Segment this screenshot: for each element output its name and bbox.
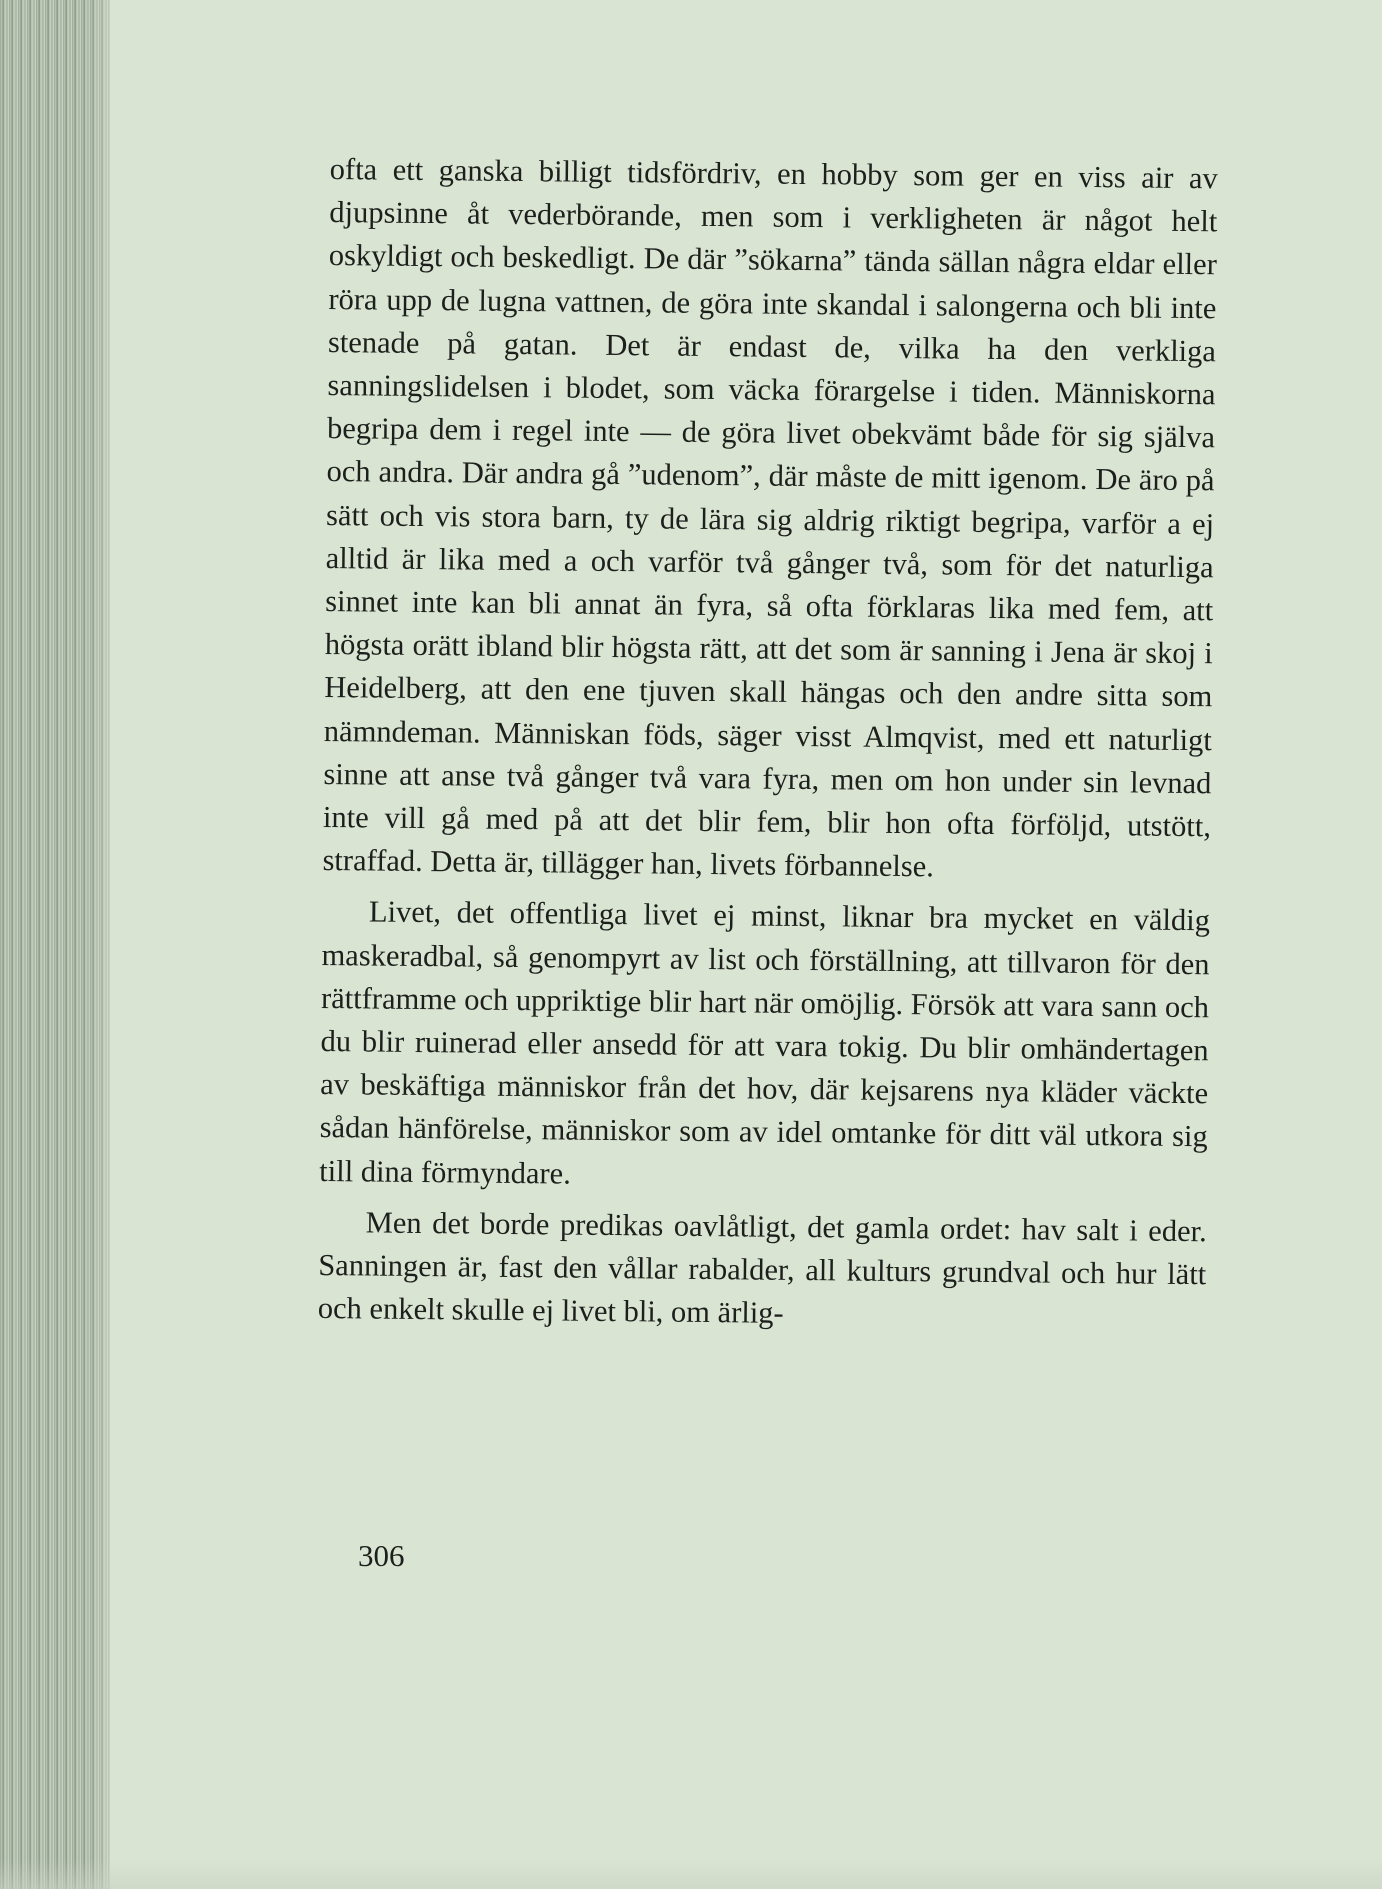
body-text (318, 148, 1218, 1340)
paragraph-1: ofta ett ganska billigt tidsfördriv, en hobby som ger en viss air av djupsinne åt vederbörande, men som i verkligheten är något helt oskyldigt och beskedligt. De där ”sökarna” tända sällan några eldar eller röra upp de lugna vattnen, de göra inte skandal i salongerna och bli inte stenade på gatan. Det är endast de, vilka ha den verkliga sanningslidelsen i blodet, som väcka förargelse i tiden. Människorna begripa dem i regel inte — de göra livet obekvämt både för sig själva och andra. Där andra gå ”udenom”, där måste de mitt igenom. De äro på sätt och vis stora barn, ty de lära sig aldrig riktigt begripa, varför a ej alltid är lika med a och varför två gånger två, som för det naturliga sinnet inte kan bli annat än fyra, så ofta förklaras lika med fem, att högsta orätt ibland blir högsta rätt, att det som är sanning i Jena är skoj i Heidelberg, att den ene tjuven skall hängas och den andre sitta som nämndeman. Människan föds, säger visst Almqvist, med ett naturligt sinne att anse två gånger två vara fyra, men om hon under sin levnad inte vill gå med på att det blir fem, blir hon ofta förföljd, utstött, straffad. Detta är, tillägger han, livets förbannelse. (322, 151, 1218, 884)
page-number: 306 (358, 1538, 405, 1573)
page-bottom-shade (0, 1859, 1382, 1889)
paragraph-3: Men det borde predikas oavlåtligt, det gamla ordet: hav salt i eder. Sanningen är, fast den vållar rabalder, all kulturs grundval och hur lätt och enkelt skulle ej livet bli, om ärlig- (317, 1205, 1207, 1331)
page-edge-shadow (90, 0, 130, 1889)
paragraph-2: Livet, det offentliga livet ej minst, liknar bra mycket en väldig maskeradbal, så genompyrt av list och förställning, att tillvaron för den rättframme och uppriktige blir hart när omöjlig. Försök att vara sann och du blir ruinerad eller ansedd för att vara tokig. Du blir omhändertagen av beskäftiga människor från det hov, där kejsarens nya kläder väckte sådan hänförelse, människor som av idel omtanke för ditt väl utkora sig till dina förmyndare. (319, 894, 1211, 1191)
